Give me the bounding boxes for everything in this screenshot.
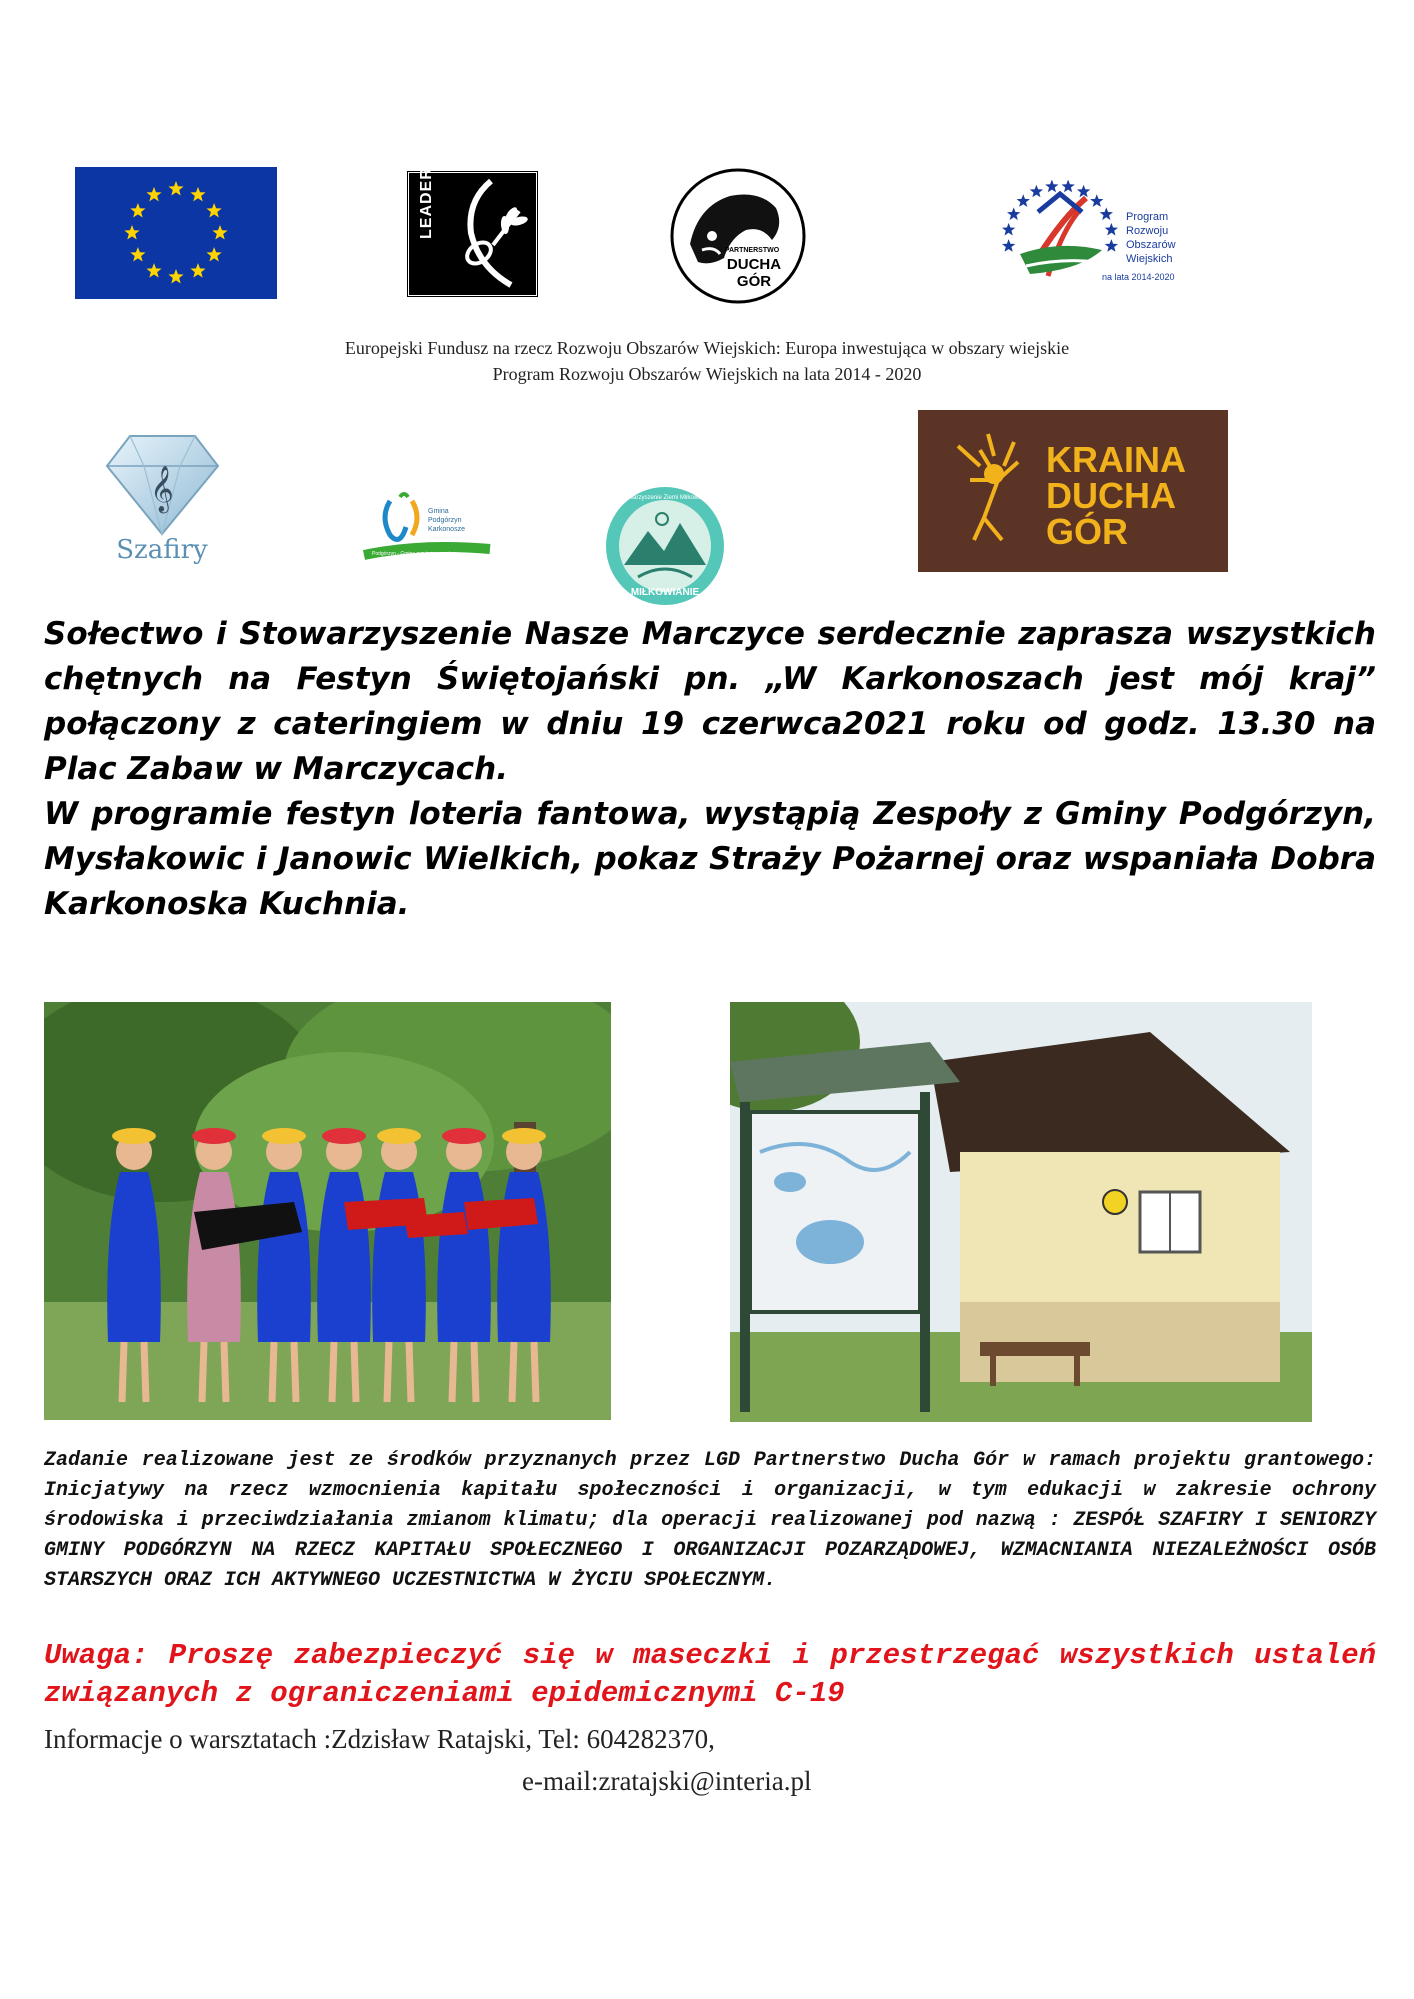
star-icon — [1045, 180, 1058, 193]
milkowianie-arc-text: Stowarzyszenie Ziemi Miłkowskiej — [619, 495, 711, 501]
prow-years: na lata 2014-2020 — [1102, 272, 1175, 282]
prow-line-2: Rozwoju — [1126, 225, 1169, 237]
pdg-top-text: PARTNERSTWO — [724, 247, 780, 254]
kraina-ducha-gor-logo — [918, 410, 1228, 572]
grant-description: Zadanie realizowane jest ze środków przyznanych przez LGD Partnerstwo Ducha Gór w ramach projektu grantowego: Inicjatywy na rzecz wzmocnienia kapitału społeczności i organizacji, w tym edukacji w zakresie ochrony środowiska i przeciwdziałania zmianom klimatu; dla operacji realizowanej pod nazwą : ZESPÓŁ SZAFIRY I SENIORZY GMINY PODGÓRZYN NA RZECZ KAPITAŁU SPOŁECZNEGO I ORGANIZACJI POZARZĄDOWEJ, WZMACNIANIA NIEZALEŻNOŚCI OSÓB STARSZYCH ORAZ ICH AKTYWNEGO UCZESTNICTWA W ŻYCIU SPOŁECZNYM. — [44, 1449, 1376, 1592]
funding-line-2: Program Rozwoju Obszarów Wiejskich na lata 2014 - 2020 — [492, 364, 922, 384]
contact-email: e-mail:zratajski@interia.pl — [522, 1766, 812, 1796]
star-icon — [1105, 223, 1118, 236]
star-icon — [1030, 185, 1043, 198]
kraina-line-1: KRAINA — [1046, 439, 1186, 480]
contact-line-1: Informacje o warsztatach :Zdzisław Ratajski, Tel: 604282370, — [44, 1724, 715, 1754]
pdg-bot-text: GÓR — [736, 273, 772, 290]
star-icon — [1002, 239, 1015, 252]
star-icon — [1077, 185, 1090, 198]
announcement — [44, 612, 1376, 927]
gmina-line-2: Podgórzyn — [428, 517, 462, 524]
leader-logo — [407, 171, 538, 297]
kraina-line-2: DUCHA — [1046, 475, 1176, 516]
eu-flag-logo — [75, 167, 277, 299]
gmina-podgorzyn-logo — [360, 487, 495, 569]
prow-line-3: Obszarów — [1126, 239, 1176, 251]
kraina-line-3: GÓR — [1046, 511, 1129, 552]
star-icon — [1090, 194, 1103, 207]
prow-logo — [990, 170, 1210, 300]
house-map-board-photo — [730, 1002, 1312, 1422]
star-icon — [1007, 207, 1020, 220]
star-icon — [1062, 180, 1075, 193]
star-icon — [1105, 239, 1118, 252]
milkowianie-text: MIŁKOWIANIE — [630, 587, 700, 598]
star-icon — [1002, 223, 1015, 236]
star-icon — [1100, 207, 1113, 220]
announcement-paragraph-2: W programie festyn loteria fantowa, wystąpią Zespoły z Gminy Podgórzyn, Mysłakowic i Janowic Wielkich, pokaz Straży Pożarnej oraz wspaniała Dobra Karkonoska Kuchnia. — [44, 796, 1376, 922]
covid-warning: Uwaga: Proszę zabezpieczyć się w maseczki i przestrzegać wszystkich ustaleń związanych z ograniczeniami epidemicznymi C-19 — [44, 1639, 1376, 1710]
gmina-line-3: Karkonosze — [428, 526, 465, 533]
partnerstwo-ducha-gor-logo — [668, 166, 808, 306]
funding-line-1: Europejski Fundusz na rzecz Rozwoju Obszarów Wiejskich: Europa inwestująca w obszary wiejskie — [344, 338, 1070, 358]
pdg-mid-text: DUCHA — [726, 256, 782, 273]
choir-photo — [44, 1002, 611, 1420]
gmina-line-1: Gmina — [428, 508, 449, 515]
szafiry-text: Szafiry — [116, 535, 208, 565]
star-icon — [1017, 194, 1030, 207]
milkowianie-logo — [604, 485, 726, 607]
prow-line-4: Wiejskich — [1126, 253, 1173, 265]
announcement-paragraph-1: Sołectwo i Stowarzyszenie Nasze Marczyce serdecznie zaprasza wszystkich chętnych na Festyn Świętojański pn. „W Karkonoszach jest mój kraj” połączony z cateringiem w dniu 19 czerwca2021 roku od godz. 13.30 na Plac Zabaw w Marczycach. — [44, 616, 1376, 787]
szafiry-logo — [100, 430, 225, 565]
gmina-tagline: Podgórzyn - Gmina przyjazna z natury — [372, 551, 458, 557]
leader-text: LEADER — [418, 171, 435, 239]
treble-clef-icon: 𝄞 — [150, 466, 174, 512]
prow-line-1: Program — [1126, 211, 1169, 223]
